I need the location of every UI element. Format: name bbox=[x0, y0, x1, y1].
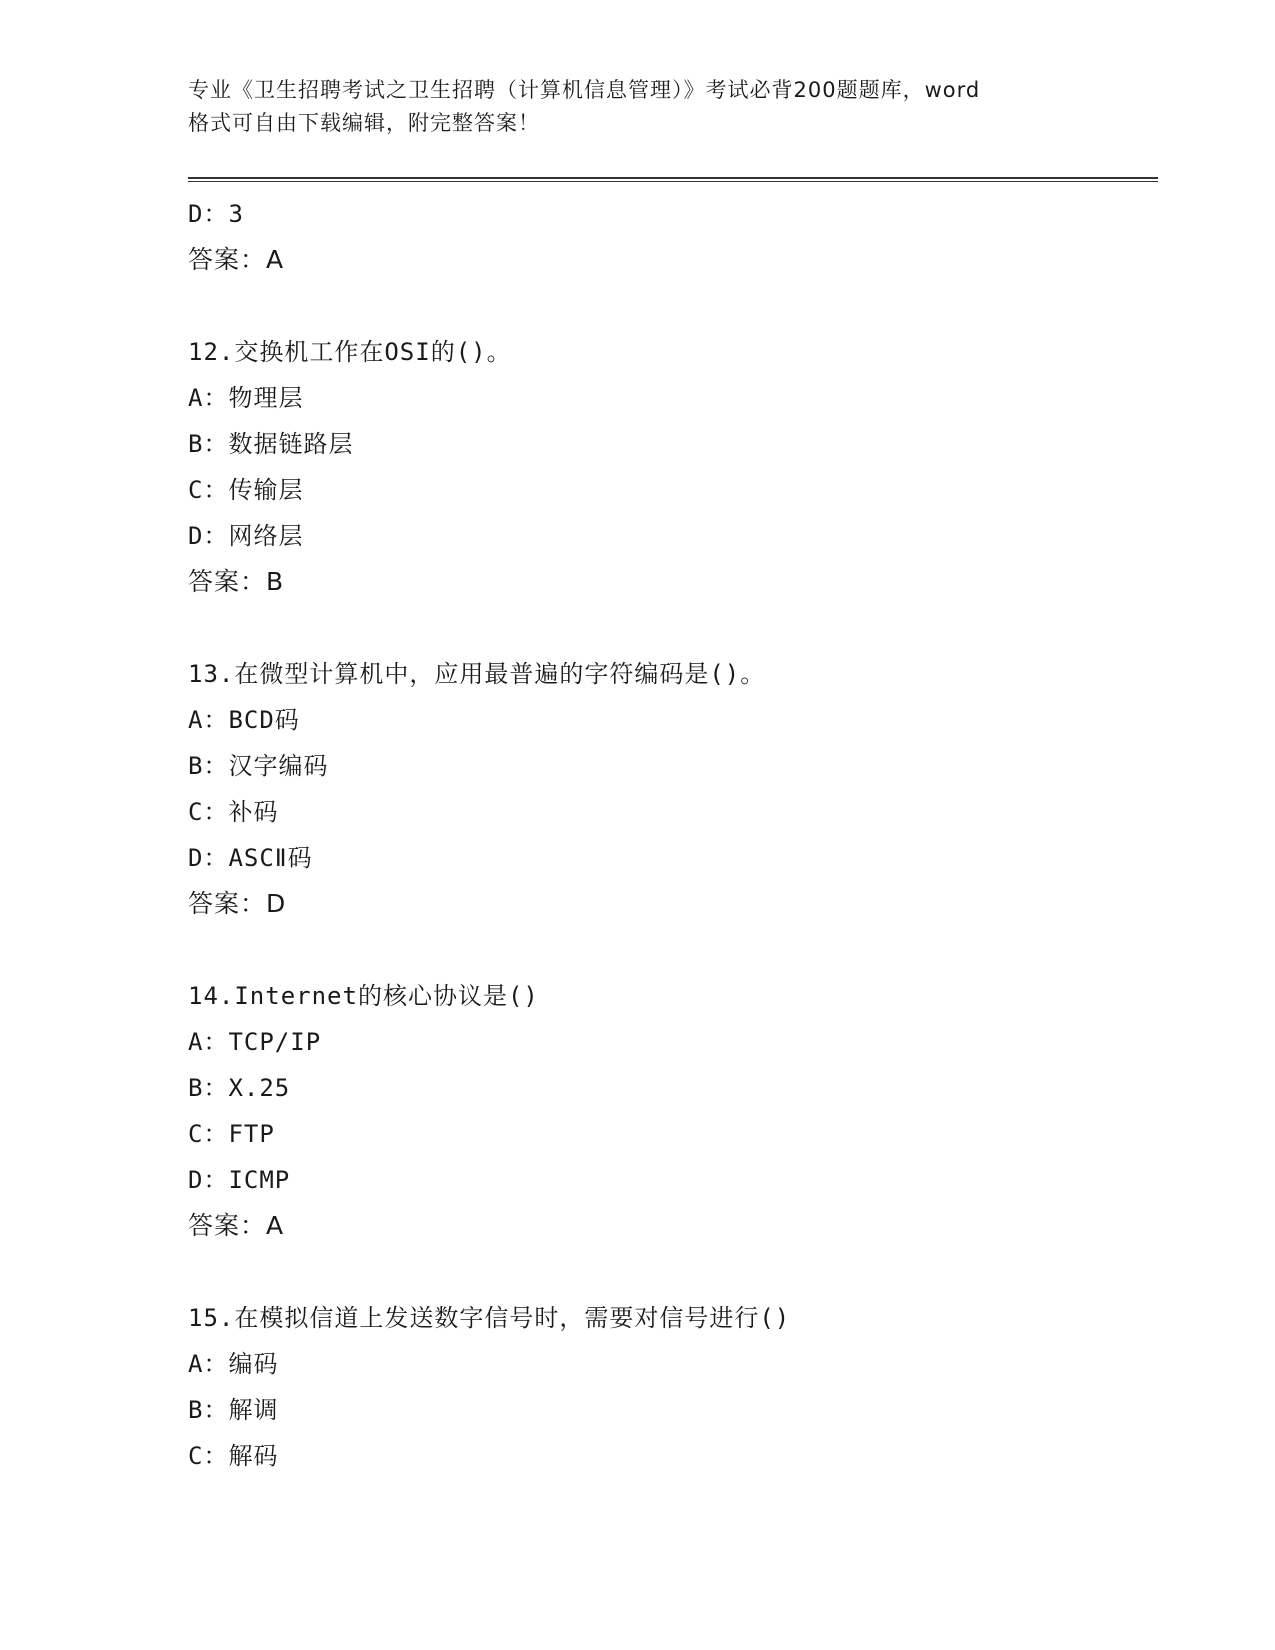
question-stem: 14.Internet的核心协议是() bbox=[188, 982, 539, 1010]
option-a: A：物理层 bbox=[188, 384, 304, 412]
document-page bbox=[188, 0, 1158, 1650]
option-a: A：编码 bbox=[188, 1350, 279, 1378]
option-c: C：补码 bbox=[188, 798, 279, 826]
header-title-line-2: 格式可自由下载编辑，附完整答案！ bbox=[188, 111, 540, 135]
option-b: B：数据链路层 bbox=[188, 430, 354, 458]
option-c: C：传输层 bbox=[188, 476, 304, 504]
option-c: C：FTP bbox=[188, 1120, 275, 1148]
option-d: D：ICMP bbox=[188, 1166, 291, 1194]
answer: 答案：A bbox=[188, 245, 285, 274]
option-b: B：X.25 bbox=[188, 1074, 291, 1102]
option-a: A：TCP/IP bbox=[188, 1028, 322, 1056]
answer: 答案：A bbox=[188, 1211, 285, 1240]
header-title-line-1: 专业《卫生招聘考试之卫生招聘（计算机信息管理）》考试必背200题题库，word bbox=[188, 78, 981, 102]
header-divider bbox=[188, 177, 1158, 182]
answer: 答案：D bbox=[188, 889, 287, 918]
option-d: D：网络层 bbox=[188, 522, 304, 550]
question-block bbox=[188, 329, 1158, 605]
option-a: A：BCD码 bbox=[188, 706, 300, 734]
answer: 答案：B bbox=[188, 567, 285, 596]
question-list bbox=[188, 191, 1158, 1479]
document-header bbox=[188, 74, 1088, 140]
question-block bbox=[188, 651, 1158, 927]
question-block bbox=[188, 973, 1158, 1249]
question-stem: 15.在模拟信道上发送数字信号时，需要对信号进行() bbox=[188, 1304, 791, 1332]
option-b: B：解调 bbox=[188, 1396, 279, 1424]
question-block bbox=[188, 1295, 1158, 1479]
question-stem: 13.在微型计算机中，应用最普遍的字符编码是()。 bbox=[188, 660, 766, 688]
option-c: C：解码 bbox=[188, 1442, 279, 1470]
option-d: D：3 bbox=[188, 200, 244, 228]
option-b: B：汉字编码 bbox=[188, 752, 329, 780]
question-stem: 12.交换机工作在OSI的()。 bbox=[188, 338, 512, 366]
option-d: D：ASCⅡ码 bbox=[188, 844, 313, 872]
